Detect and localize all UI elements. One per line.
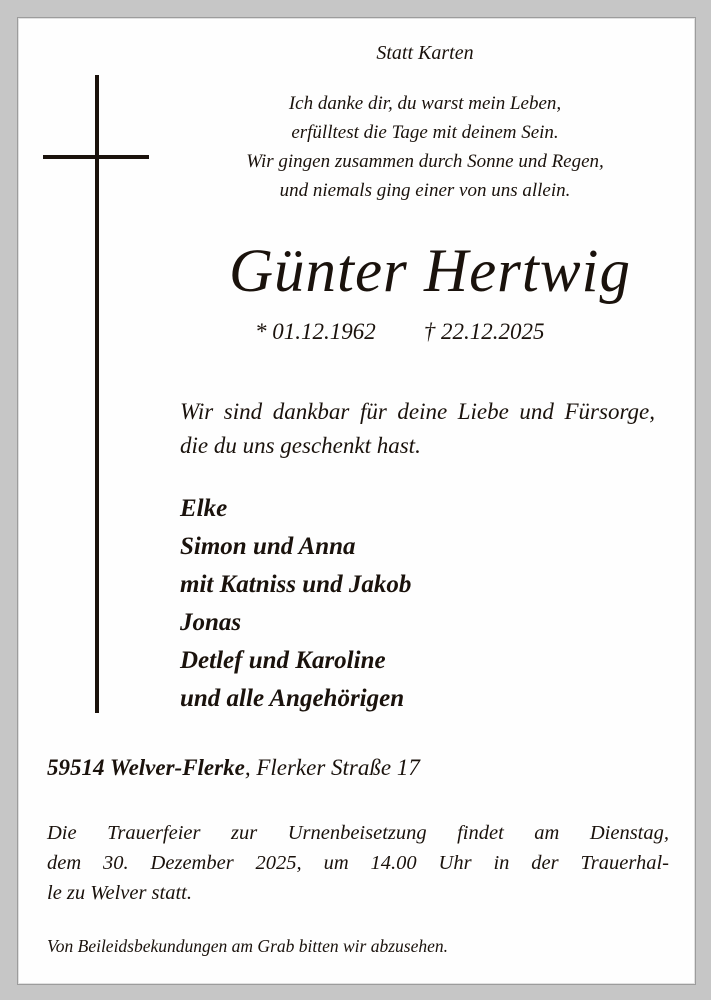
obituary-card	[25, 25, 686, 975]
mourner: Detlef und Karoline	[180, 647, 386, 674]
mourner: Simon und Anna	[180, 533, 356, 560]
mourners-list	[180, 490, 660, 718]
deceased-name: Günter Hertwig	[228, 238, 631, 305]
address-place: 59514 Welver-Flerke	[47, 755, 245, 780]
poem-line: Wir gingen zusammen durch Sonne und Regen,	[246, 151, 604, 172]
funeral-info	[47, 818, 669, 908]
cross-bar	[43, 155, 149, 159]
poem	[185, 89, 665, 205]
life-dates	[255, 319, 655, 345]
funeral-line: Die Trauerfeier zur Urnenbeisetzung findet am Dienstag,	[47, 822, 669, 844]
mourner: Jonas	[180, 609, 242, 636]
address-street: Flerker Straße 17	[256, 755, 420, 780]
address-separator: ,	[244, 755, 251, 780]
birth-date: * 01.12.1962	[255, 319, 376, 344]
poem-line: und niemals ging einer von uns allein.	[279, 180, 571, 201]
poem-line: erfülltest die Tage mit deinem Sein.	[291, 122, 559, 143]
mourner: mit Katniss und Jakob	[180, 571, 412, 598]
condolence-note: Von Beileidsbekundungen am Grab bitten wir abzusehen.	[47, 936, 448, 956]
poem-line: Ich danke dir, du warst mein Leben,	[288, 93, 562, 114]
mourner: Elke	[180, 495, 228, 522]
statt-karten: Statt Karten	[376, 42, 474, 64]
cross-icon	[95, 75, 99, 713]
funeral-line: le zu Welver statt.	[47, 882, 193, 904]
thanks-text: Wir sind dankbar für deine Liebe und Fürsorge, die du uns geschenkt hast.	[180, 399, 655, 458]
death-date: † 22.12.2025	[423, 319, 545, 344]
funeral-line: dem 30. Dezember 2025, um 14.00 Uhr in der Trauerhal-	[47, 852, 669, 874]
address	[47, 755, 667, 781]
mourner: und alle Angehörigen	[180, 685, 405, 712]
